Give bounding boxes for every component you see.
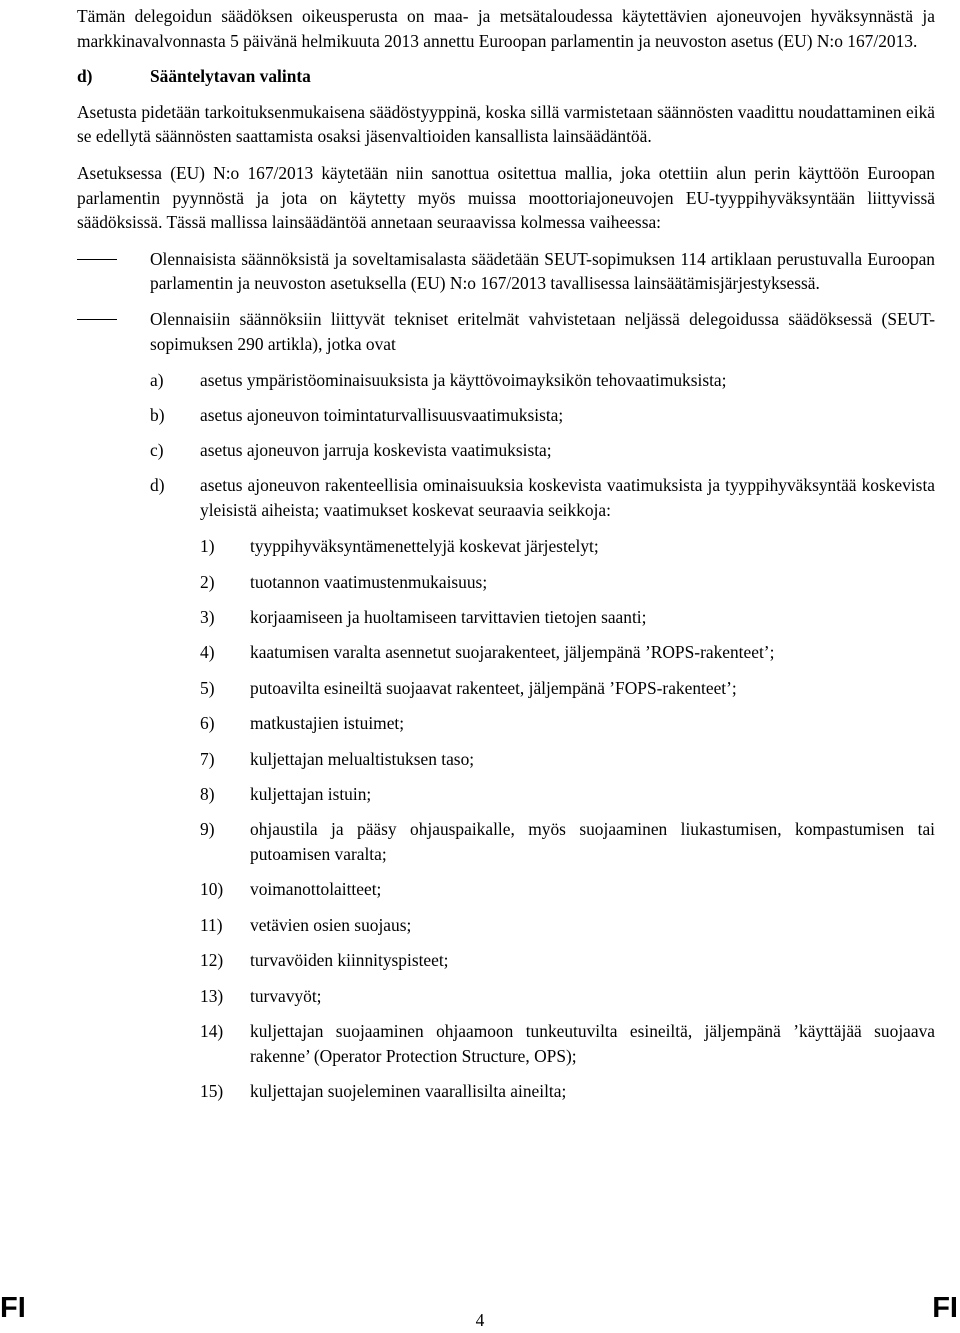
numbered-list-text: turvavöiden kiinnityspisteet;	[250, 950, 449, 971]
alpha-list-item	[150, 368, 935, 393]
numbered-list-text: kuljettajan melualtistuksen taso;	[250, 748, 475, 769]
numbered-list-text: vetävien osien suojaus;	[250, 914, 412, 935]
alpha-list-label: c)	[150, 440, 164, 461]
numbered-list-label: 1)	[200, 536, 215, 557]
numbered-list-label: 12)	[200, 950, 224, 971]
alpha-list-label: b)	[150, 405, 165, 426]
alpha-list-text: asetus ympäristöominaisuuksista ja käyttövoimayksikön tehovaatimuksista;	[200, 370, 727, 391]
dash-list-item	[77, 247, 935, 296]
numbered-list-label: 4)	[200, 642, 215, 663]
section-heading	[77, 64, 935, 89]
numbered-list-text: putoavilta esineiltä suojaavat rakenteet, jäljempänä ’FOPS-rakenteet’;	[250, 677, 737, 698]
dash-list-item-text: Olennaisiin säännöksiin liittyvät tekniset eritelmät vahvistetaan neljässä delegoidussa säädöksessä (SEUT-sopimuksen 290 artikla), jotka ovat	[150, 308, 935, 354]
numbered-list-text: kaatumisen varalta asennetut suojarakenteet, jäljempänä ’ROPS-rakenteet’;	[250, 642, 775, 663]
alpha-list-label: d)	[150, 475, 165, 496]
numbered-list-item	[200, 948, 935, 973]
numbered-list-item	[200, 1019, 935, 1068]
numbered-list-text: kuljettajan suojeleminen vaarallisilta aineilta;	[250, 1080, 567, 1101]
section-heading-title: Sääntelytavan valinta	[150, 66, 311, 87]
dash-bullet	[77, 307, 150, 356]
numbered-list	[200, 534, 935, 1103]
numbered-list-text: turvavyöt;	[250, 985, 322, 1006]
numbered-list-item	[200, 711, 935, 736]
dash-list-item-text: Olennaisista säännöksistä ja soveltamisalasta säädetään SEUT-sopimuksen 114 artiklaan perustuvalla Euroopan parlamentin ja neuvoston asetuksella (EU) N:o 167/2013 tavallisessa lainsäätämisjärjestyksessä.	[150, 248, 935, 294]
numbered-list-item	[200, 782, 935, 807]
numbered-list-item	[200, 676, 935, 701]
numbered-list-item	[200, 570, 935, 595]
numbered-list-label: 14)	[200, 1020, 224, 1041]
numbered-list-label: 9)	[200, 819, 215, 840]
numbered-list-label: 3)	[200, 607, 215, 628]
numbered-list-text: voimanottolaitteet;	[250, 879, 382, 900]
numbered-list-label: 7)	[200, 748, 215, 769]
numbered-list-text: kuljettajan suojaaminen ohjaamoon tunkeutuvilta esineiltä, jäljempänä ’käyttäjää suojaava rakenne’ (Operator Protection Structure, OPS);	[250, 1020, 935, 1066]
numbered-list-label: 5)	[200, 677, 215, 698]
footer-page-number: 4	[475, 1310, 485, 1330]
numbered-list-label: 15)	[200, 1080, 224, 1101]
numbered-list-item	[200, 640, 935, 665]
numbered-list-text: kuljettajan istuin;	[250, 784, 372, 804]
numbered-list-label: 6)	[200, 713, 215, 734]
numbered-list-label: 13)	[200, 985, 224, 1006]
numbered-list-item	[200, 605, 935, 630]
alpha-list-item	[150, 403, 935, 428]
numbered-list-item	[200, 1079, 935, 1104]
document-body	[77, 0, 935, 1104]
numbered-list-label: 10)	[200, 879, 224, 900]
alpha-list-text: asetus ajoneuvon rakenteellisia ominaisuuksia koskevista vaatimuksista ja tyyppihyväksyntää koskevista yleisistä aiheista; vaatimukset koskevat seuraavia seikkoja:	[200, 475, 935, 520]
dash-bullet	[77, 247, 150, 296]
numbered-list-text: tyyppihyväksyntämenettelyjä koskevat järjestelyt;	[250, 536, 599, 557]
alpha-list-item	[150, 473, 935, 522]
numbered-list-item	[200, 747, 935, 772]
numbered-list-text: ohjaustila ja pääsy ohjauspaikalle, myös suojaaminen liukastumisen, kompastumisen tai putoamisen varalta;	[250, 819, 935, 864]
alpha-list-item	[150, 438, 935, 463]
alpha-list-text: asetus ajoneuvon toimintaturvallisuusvaatimuksista;	[200, 405, 564, 426]
numbered-list-item	[200, 534, 935, 559]
numbered-list-label: 2)	[200, 571, 215, 592]
numbered-list-item	[200, 984, 935, 1009]
paragraph-split-model: Asetuksessa (EU) N:o 167/2013 käytetään niin sanottua ositettua mallia, joka otettiin alun perin käyttöön Euroopan parlamentin pyynnöstä ja jota on käytetty myös muissa moottoriajoneuvojen EU-tyyppihyväksyntään liittyvissä säädöksissä. Tässä mallissa lainsäädäntöä annetaan seuraavissa kolmessa vaiheessa:	[77, 162, 935, 233]
footer-language-left: FI	[0, 1292, 26, 1324]
numbered-list-text: matkustajien istuimet;	[250, 713, 405, 734]
alpha-list	[150, 368, 935, 522]
paragraph-regulation-choice: Asetusta pidetään tarkoituksenmukaisena säädöstyyppinä, koska sillä varmistetaan säännösten vaadittu noudattaminen eikä se edellytä säännösten saattamista osaksi jäsenvaltioiden kansallista lainsäädäntöä.	[77, 101, 935, 147]
numbered-list-text: korjaamiseen ja huoltamiseen tarvittavien tietojen saanti;	[250, 607, 647, 628]
numbered-list-item	[200, 877, 935, 902]
footer-language-right: FI	[932, 1292, 958, 1324]
intro-paragraph: Tämän delegoidun säädöksen oikeusperusta on maa- ja metsätaloudessa käytettävien ajoneuvojen hyväksynnästä ja markkinavalvonnasta 5 päivänä helmikuuta 2013 annettu Euroopan parlamentin ja neuvoston asetus (EU) N:o 167/2013.	[77, 6, 935, 51]
alpha-list-text: asetus ajoneuvon jarruja koskevista vaatimuksista;	[200, 440, 552, 461]
numbered-list-text: tuotannon vaatimustenmukaisuus;	[250, 571, 488, 592]
numbered-list-label: 11)	[200, 914, 223, 935]
alpha-list-label: a)	[150, 370, 164, 391]
numbered-list-item	[200, 817, 935, 866]
section-heading-label: d)	[77, 66, 93, 87]
numbered-list-item	[200, 913, 935, 938]
numbered-list-label: 8)	[200, 784, 215, 804]
dash-list-item	[77, 307, 935, 356]
